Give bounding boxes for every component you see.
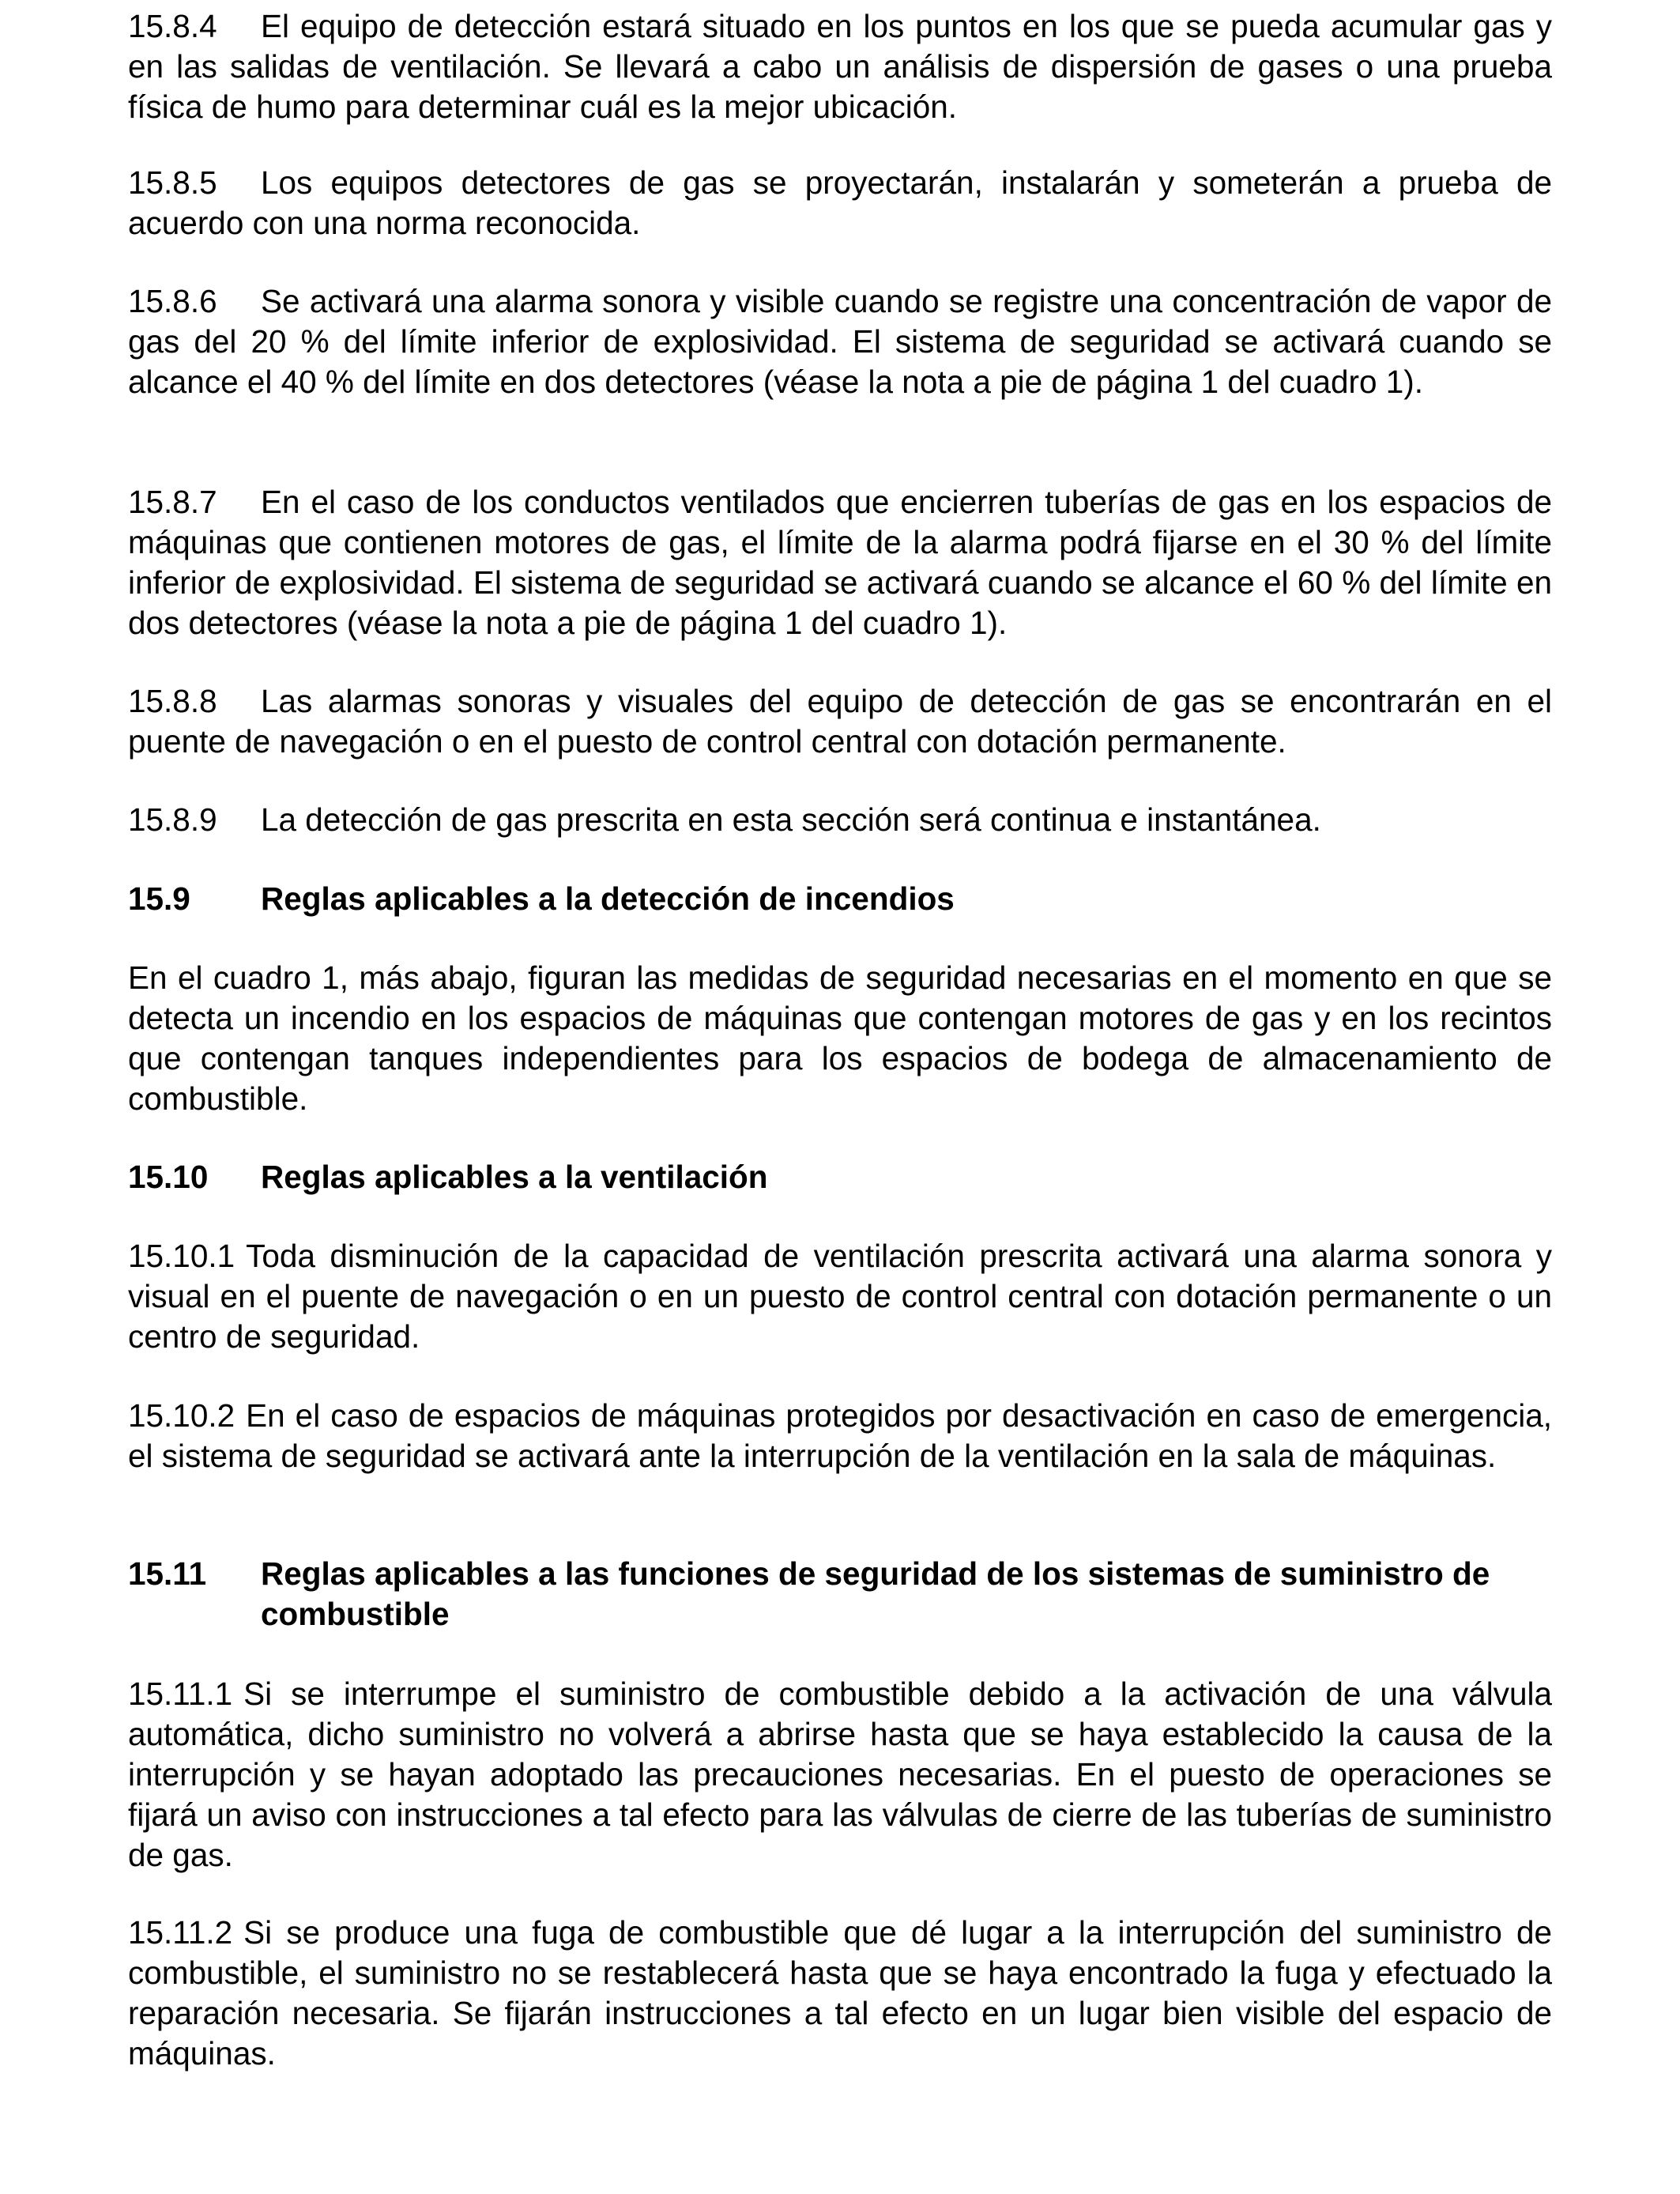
paragraph-15-8-4 (128, 6, 1552, 127)
paragraph-text: Las alarmas sonoras y visuales del equipo de detección de gas se encontrarán en el puente de navegación o en el puesto de control central con dotación permanente. (128, 683, 1552, 760)
section-title: Reglas aplicables a las funciones de seguridad de los sistemas de suministro de combustible (261, 1555, 1490, 1632)
section-heading-15-10 (128, 1157, 1552, 1197)
paragraph-number: 15.10.2 (128, 1397, 235, 1434)
paragraph-text: La detección de gas prescrita en esta sección será continua e instantánea. (261, 801, 1321, 838)
section-number: 15.9 (128, 880, 190, 917)
paragraph-15-10-2 (128, 1396, 1552, 1476)
paragraph-text: En el cuadro 1, más abajo, figuran las medidas de seguridad necesarias en el momento en que se detecta un incendio en los espacios de máquinas que contengan motores de gas y en los recintos que contengan tanques independientes para los espacios de bodega de almacenamiento de combustible. (128, 959, 1552, 1117)
paragraph-text: Los equipos detectores de gas se proyectarán, instalarán y someterán a prueba de acuerdo con una norma reconocida. (128, 164, 1552, 241)
paragraph-15-11-1 (128, 1674, 1552, 1875)
paragraph-number: 15.8.5 (128, 164, 217, 201)
paragraph-number: 15.10.1 (128, 1238, 235, 1274)
paragraph-number: 15.11.1 (128, 1676, 233, 1712)
paragraph-15-8-7 (128, 482, 1552, 643)
paragraph-text: En el caso de los conductos ventilados que encierren tuberías de gas en los espacios de máquinas que contienen motores de gas, el límite de la alarma podrá fijarse en el 30 % del límite inferior de explosividad. El sistema de seguridad se activará cuando se alcance el 60 % del límite en dos detectores (véase la nota a pie de página 1 del cuadro 1). (128, 484, 1552, 641)
paragraph-number: 15.11.2 (128, 1914, 233, 1951)
section-title: Reglas aplicables a la detección de incendios (261, 880, 955, 917)
paragraph-number: 15.8.4 (128, 8, 217, 44)
paragraph-number: 15.8.7 (128, 484, 217, 520)
paragraph-15-8-8 (128, 681, 1552, 762)
paragraph-text: El equipo de detección estará situado en los puntos en los que se pueda acumular gas y en las salidas de ventilación. Se llevará a cabo un análisis de dispersión de gases o una prueba física de humo para determinar cuál es la mejor ubicación. (128, 8, 1552, 125)
paragraph-number: 15.8.6 (128, 283, 217, 319)
paragraph-15-10-1 (128, 1236, 1552, 1357)
section-number: 15.10 (128, 1159, 209, 1195)
paragraph-text: En el caso de espacios de máquinas protegidos por desactivación en caso de emergencia, el sistema de seguridad se activará ante la interrupción de la ventilación en la sala de máquinas. (128, 1397, 1552, 1474)
paragraph-15-8-6 (128, 281, 1552, 402)
paragraph-number: 15.8.9 (128, 801, 217, 838)
paragraph-number: 15.8.8 (128, 683, 217, 719)
paragraph-text: Se activará una alarma sonora y visible cuando se registre una concentración de vapor de gas del 20 % del límite inferior de explosividad. El sistema de seguridad se activará cuando se alcance el 40 % del límite en dos detectores (véase la nota a pie de página 1 del cuadro 1). (128, 283, 1552, 400)
paragraph-15-8-9 (128, 800, 1552, 840)
section-heading-15-9 (128, 879, 1552, 919)
paragraph-15-11-2 (128, 1913, 1552, 2074)
paragraph-15-8-5 (128, 163, 1552, 243)
section-15-9-body (128, 958, 1552, 1119)
paragraph-text: Toda disminución de la capacidad de ventilación prescrita activará una alarma sonora y visual en el puente de navegación o en un puesto de control central con dotación permanente o un centro de seguridad. (128, 1238, 1552, 1355)
section-heading-15-11 (128, 1554, 1552, 1634)
section-number: 15.11 (128, 1555, 207, 1592)
paragraph-text: Si se produce una fuga de combustible que dé lugar a la interrupción del suministro de combustible, el suministro no se restablecerá hasta que se haya encontrado la fuga y efectuado la reparación necesaria. Se fijarán instrucciones a tal efecto en un lugar bien visible del espacio de máquinas. (128, 1914, 1552, 2071)
paragraph-text: Si se interrumpe el suministro de combustible debido a la activación de una válvula automática, dicho suministro no volverá a abrirse hasta que se haya establecido la causa de la interrupción y se hayan adoptado las precauciones necesarias. En el puesto de operaciones se fijará un aviso con instrucciones a tal efecto para las válvulas de cierre de las tuberías de suministro de gas. (128, 1676, 1552, 1873)
section-title: Reglas aplicables a la ventilación (261, 1159, 768, 1195)
